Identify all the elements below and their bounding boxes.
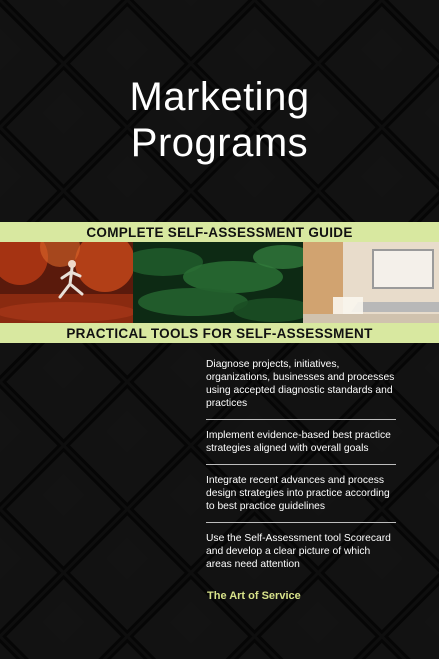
feature-item: Diagnose projects, initiatives, organizations, businesses and processes using accepted diagnostic standards and practices [206, 358, 396, 420]
book-title [0, 74, 439, 166]
feature-list [206, 358, 396, 589]
feature-item: Implement evidence-based best practice strategies aligned with overall goals [206, 429, 396, 465]
publisher-name: The Art of Service [207, 590, 301, 602]
photo-strip [0, 242, 439, 323]
feature-item: Integrate recent advances and process design strategies into practice according to best practice guidelines [206, 474, 396, 523]
green-foliage-image [133, 242, 303, 323]
feature-item: Use the Self-Assessment tool Scorecard and develop a clear picture of which areas need attention [206, 533, 391, 570]
subtitle-band-top: COMPLETE SELF-ASSESSMENT GUIDE [0, 222, 439, 242]
laptop-desk-image [303, 242, 439, 323]
subtitle-band-bottom: PRACTICAL TOOLS FOR SELF-ASSESSMENT [0, 323, 439, 343]
title-line-1: Marketing [129, 75, 310, 119]
title-line-2: Programs [130, 121, 309, 165]
autumn-jogger-image [0, 242, 133, 323]
